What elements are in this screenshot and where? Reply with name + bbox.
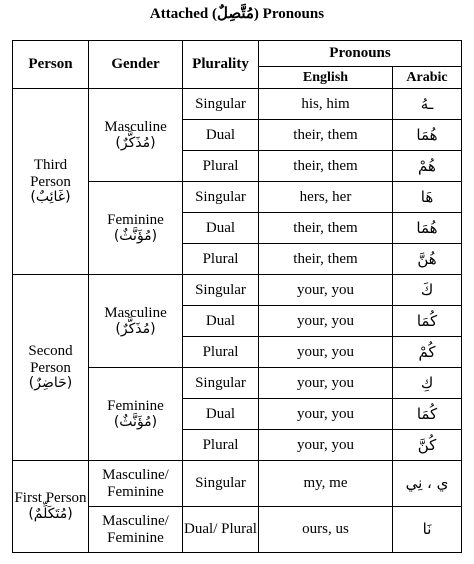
gender-both-cell: Masculine/ Feminine — [89, 507, 183, 553]
arabic-cell: نَا — [393, 507, 462, 553]
arabic-cell: هُمَا — [393, 213, 462, 244]
person-third-arabic: (غَائِبٌ) — [30, 189, 71, 206]
gender-masculine-cell — [89, 275, 183, 368]
header-person: Person — [13, 41, 89, 89]
person-third-label: Third Person — [30, 156, 71, 190]
table-row — [13, 89, 462, 120]
person-second-arabic: (حَاضِرٌ) — [28, 375, 73, 392]
english-cell: his, him — [259, 89, 393, 120]
gender-feminine-arabic: (مُؤَنَّثٌ) — [113, 413, 158, 430]
gender-masculine-arabic: (مُذَكَّرٌ) — [115, 320, 156, 337]
english-cell: your, you — [259, 275, 393, 306]
page-title: Attached (مُتَّصِلٌ) Pronouns — [149, 6, 325, 22]
plurality-cell: Singular — [183, 461, 259, 507]
plurality-cell: Plural — [183, 151, 259, 182]
plurality-cell: Plural — [183, 244, 259, 275]
arabic-cell: كُمَا — [393, 399, 462, 430]
header-row-1 — [13, 41, 462, 67]
arabic-cell: كُمْ — [393, 337, 462, 368]
english-cell: their, them — [259, 151, 393, 182]
english-cell: your, you — [259, 306, 393, 337]
arabic-cell: كَ — [393, 275, 462, 306]
gender-feminine-arabic: (مُؤَنَّثٌ) — [113, 227, 158, 244]
plurality-cell: Singular — [183, 89, 259, 120]
english-cell: my, me — [259, 461, 393, 507]
arabic-cell: كُمَا — [393, 306, 462, 337]
person-first-cell — [13, 461, 89, 553]
table-row — [13, 275, 462, 306]
plurality-cell: Dual/ Plural — [183, 507, 259, 553]
plurality-cell: Dual — [183, 306, 259, 337]
table-row — [13, 461, 462, 507]
gender-masculine-cell — [89, 89, 183, 182]
english-cell: their, them — [259, 244, 393, 275]
header-arabic: Arabic — [393, 67, 462, 89]
plurality-cell: Plural — [183, 337, 259, 368]
plurality-cell: Dual — [183, 120, 259, 151]
arabic-cell: ـهُ — [393, 89, 462, 120]
person-first-label: First Person — [14, 490, 87, 507]
plurality-cell: Dual — [183, 399, 259, 430]
person-second-label: Second Person — [28, 342, 73, 376]
english-cell: your, you — [259, 368, 393, 399]
gender-masculine-label: Masculine — [104, 118, 167, 135]
header-english: English — [259, 67, 393, 89]
english-cell: their, them — [259, 213, 393, 244]
plurality-cell: Singular — [183, 182, 259, 213]
english-cell: their, them — [259, 120, 393, 151]
pronouns-table — [12, 40, 462, 553]
arabic-cell: هُمْ — [393, 151, 462, 182]
gender-feminine-label: Feminine — [107, 397, 164, 414]
gender-masculine-arabic: (مُذَكَّرٌ) — [115, 134, 156, 151]
arabic-cell: كُنَّ — [393, 430, 462, 461]
english-cell: hers, her — [259, 182, 393, 213]
plurality-cell: Singular — [183, 368, 259, 399]
person-third-cell — [13, 89, 89, 275]
english-cell: your, you — [259, 399, 393, 430]
gender-feminine-cell — [89, 182, 183, 275]
person-second-cell — [13, 275, 89, 461]
arabic-cell: هَا — [393, 182, 462, 213]
arabic-cell: كِ — [393, 368, 462, 399]
gender-feminine-label: Feminine — [107, 211, 164, 228]
english-cell: your, you — [259, 430, 393, 461]
arabic-cell: ي ، نِي — [393, 461, 462, 507]
plurality-cell: Plural — [183, 430, 259, 461]
header-plurality: Plurality — [183, 41, 259, 89]
plurality-cell: Dual — [183, 213, 259, 244]
english-cell: your, you — [259, 337, 393, 368]
person-first-arabic: (مُتَكَلِّمٌ) — [28, 506, 73, 523]
english-cell: ours, us — [259, 507, 393, 553]
gender-both-cell: Masculine/ Feminine — [89, 461, 183, 507]
gender-feminine-cell — [89, 368, 183, 461]
header-gender: Gender — [89, 41, 183, 89]
header-pronouns: Pronouns — [259, 41, 462, 67]
gender-masculine-label: Masculine — [104, 304, 167, 321]
plurality-cell: Singular — [183, 275, 259, 306]
arabic-cell: هُمَا — [393, 120, 462, 151]
arabic-cell: هُنَّ — [393, 244, 462, 275]
